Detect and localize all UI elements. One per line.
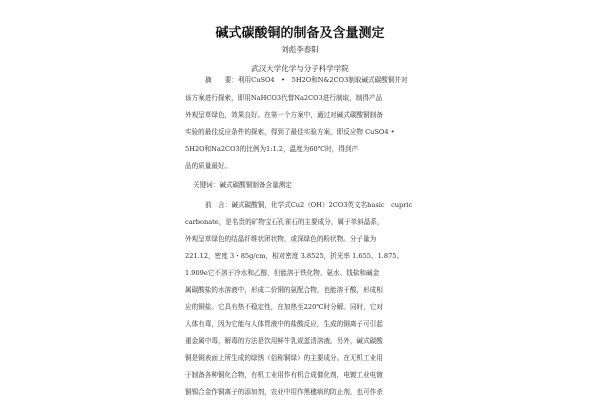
paper-title: 碱式碳酸铜的制备及含量测定: [215, 26, 385, 41]
body-line: 重金属中毒，解毒的方法是饮用鲜牛乳或蛋清溶液。另外，碱式碳酸: [185, 337, 383, 345]
paper-affiliation: 武汉大学化学与分子科学学院: [251, 64, 349, 73]
body-line: 前 言：碱式碳酸铜，化学式Cu2（OH）2CO3英文名basic cupric: [205, 201, 413, 209]
body-line: 外观呈草绿色的结晶纤维状团状物，或深绿色的粉状物。分子量为: [185, 235, 377, 243]
body-line: 人体有毒，因为它能与人体胃液中的盐酸反应，生成的铜离子可引起: [185, 320, 383, 328]
abstract-line: 摘 要：利用CuSO4 • 5H2O和N&2CO3制取碱式碳酸铜并对: [205, 76, 408, 84]
body-line: 铜锡合金作铜离子的添加剂，农业中用作黑穗病的防止剂，也可作杀: [185, 388, 383, 396]
body-line: 铜是铜表面上所生成的绿锈（俗称铜绿）的主要成分。在无机工业用: [185, 354, 383, 362]
body-line: 于制备各种铜化合物，有机工业用作有机合成催化剂，电镀工业电镀: [185, 371, 383, 379]
abstract-line: 5H2O和Na2CO3的比例为1:1.2，温度为60℃时，得到产: [185, 145, 359, 153]
body-line: 应的铜盐。它具有热不稳定性，在加热至220℃时分解。同时，它对: [185, 303, 383, 311]
abstract-line: 外观呈草绿色，效果良好。在第一个方案中，通过对碱式碳酸铜制备: [185, 111, 383, 119]
abstract-line: 实验的最佳反应条件的探索，得到了最佳实验方案，即反应物 CuSO4 •: [185, 128, 395, 136]
body-line: 1.909e它不溶于冷水和乙醇，但能溶于铁化物、氨水、钱盐和碱金: [185, 269, 380, 277]
abstract-line: 品的质量最好。: [185, 162, 232, 170]
body-line: carbonate，是名贵的矿物宝石孔雀石的主要成分，属于单斜晶系，: [185, 218, 384, 226]
body-line: 221.12，密度 3・85g/cm，相对密度 3.8525，折光率 1.655、1.875、: [185, 252, 404, 260]
abstract-line: 该方案进行探索，即用NaHCO3代替Na2CO3进行制取，制得产品: [185, 94, 383, 102]
paper-authors: 刘彪李春阳: [281, 45, 319, 54]
body-line: 属碳酸盐的水溶液中，形成二价铜的氨配合物，也能溶于酸，形成相: [185, 286, 383, 294]
keywords-line: 关键词：碱式碳酸铜制备含量测定: [193, 181, 292, 189]
